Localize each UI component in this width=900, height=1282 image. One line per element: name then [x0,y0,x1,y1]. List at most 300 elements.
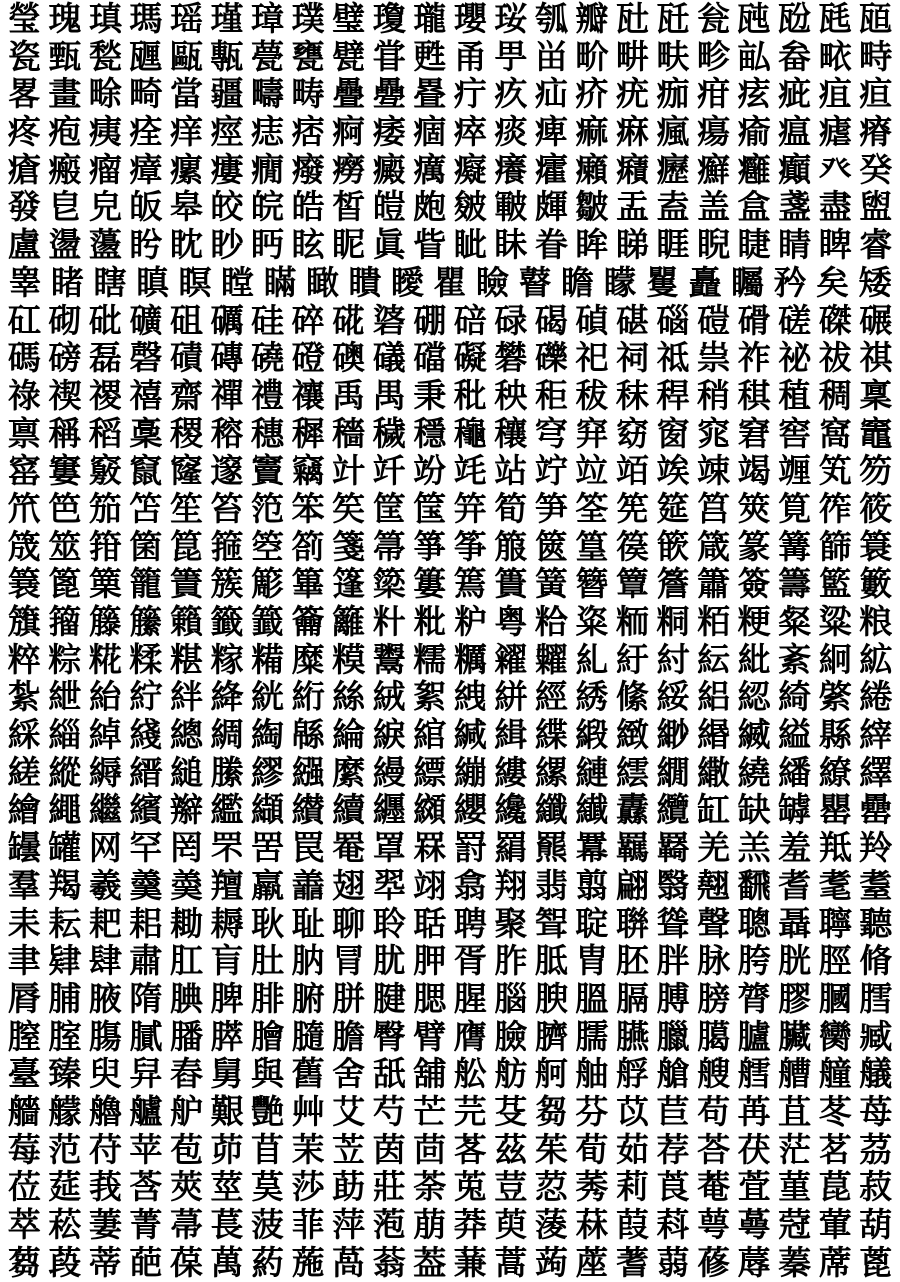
glyph-cell: 羹 [129,865,163,905]
glyph-cell: 茵 [372,1129,406,1169]
glyph-cell: 茖 [453,1129,487,1169]
glyph-cell: 簽 [737,564,771,604]
glyph-cell: 畤 [859,36,893,76]
glyph-cell: 紿 [88,677,122,717]
glyph-cell: 緤 [534,715,568,755]
glyph-cell: 笨 [291,488,325,528]
glyph-cell: 縒 [7,752,41,792]
glyph-cell: 皓 [291,187,325,227]
glyph-cell: 萬 [210,1242,244,1282]
glyph-cell: 矚 [731,262,764,302]
glyph-cell: 砠 [169,300,203,340]
glyph-cell: 膺 [453,1016,487,1056]
glyph-cell: 腋 [88,978,122,1018]
glyph-cell: 辮 [169,790,203,830]
glyph-cell: 箏 [413,526,447,566]
glyph-cell: 篶 [453,564,487,604]
glyph-cell: 肄 [48,941,82,981]
glyph-cell: 繖 [697,752,731,792]
glyph-cell: 翔 [494,865,528,905]
glyph-row [4,377,896,415]
glyph-cell: 紲 [48,677,82,717]
glyph-cell: 箚 [291,526,325,566]
glyph-cell: 筺 [413,488,447,528]
glyph-cell: 綉 [575,677,609,717]
glyph-cell: 眩 [291,225,325,265]
glyph-cell: 稍 [697,375,731,415]
glyph-cell: 糯 [413,639,447,679]
glyph-cell: 翕 [453,865,487,905]
glyph-cell: 舊 [291,1054,325,1094]
glyph-cell: 矗 [688,262,722,302]
glyph-cell: 絛 [615,677,649,717]
glyph-cell: 箘 [129,526,163,566]
glyph-cell: 莟 [129,1167,163,1207]
glyph-cell: 磆 [737,300,771,340]
glyph-cell: 芍 [372,1091,406,1131]
glyph-cell: 茣 [251,1167,285,1207]
glyph-cell: 窖 [778,413,812,453]
glyph-cell: 癸 [859,149,893,189]
glyph-cell: 脯 [48,978,82,1018]
glyph-cell: 礬 [494,338,528,378]
glyph-cell: 瓮 [697,0,731,38]
glyph-cell: 纖 [534,790,568,830]
glyph-cell: 疆 [210,74,244,114]
glyph-cell: 竚 [534,451,568,491]
glyph-cell: 砌 [48,300,82,340]
glyph-cell: 睚 [656,225,690,265]
glyph-cell: 莨 [656,1167,690,1207]
glyph-cell: 罟 [251,828,285,868]
glyph-cell: 絖 [251,677,285,717]
glyph-cell: 菽 [859,1167,893,1207]
glyph-cell: 繝 [656,752,690,792]
glyph-cell: 瘡 [7,149,41,189]
glyph-cell: 疣 [615,74,649,114]
glyph-cell: 礇 [332,338,366,378]
glyph-cell: 簇 [210,564,244,604]
glyph-cell: 瓧 [615,0,649,38]
glyph-cell: 苒 [737,1091,771,1131]
glyph-cell: 苟 [697,1091,731,1131]
glyph-cell: 簍 [413,564,447,604]
glyph-cell: 篝 [778,526,812,566]
glyph-cell: 瓣 [575,0,609,38]
glyph-cell: 絆 [169,677,203,717]
glyph-cell: 翹 [697,865,731,905]
glyph-cell: 籘 [129,602,163,641]
glyph-cell: 龝 [453,413,487,453]
glyph-cell: 矍 [646,262,679,302]
glyph-cell: 癧 [656,149,690,189]
glyph-cell: 籃 [818,564,852,604]
glyph-cell: 聢 [575,903,609,943]
glyph-cell: 碌 [494,300,528,340]
glyph-cell: 畄 [534,36,568,76]
glyph-cell: 肓 [210,941,244,981]
glyph-cell: 瘟 [778,112,812,152]
glyph-row [4,716,896,754]
glyph-cell: 竍 [332,451,366,491]
glyph-cell: 蒹 [453,1242,487,1282]
glyph-cell: 纒 [372,790,406,830]
glyph-cell: 絣 [494,677,528,717]
glyph-cell: 絎 [291,677,325,717]
glyph-cell: 總 [169,715,203,755]
glyph-cell: 皴 [453,187,487,227]
glyph-cell: 瞠 [221,262,254,302]
glyph-cell: 筧 [778,488,812,528]
glyph-cell: 篥 [88,564,122,604]
glyph-cell: 邃 [210,451,244,491]
glyph-cell: 蓚 [697,1242,731,1282]
glyph-cell: 盪 [48,225,82,265]
glyph-cell: 瞰 [306,262,339,302]
glyph-cell: 齋 [169,375,203,415]
glyph-cell: 羆 [534,828,568,868]
glyph-cell: 磋 [778,300,812,340]
glyph-cell: 冐 [332,941,366,981]
glyph-cell: 瞑 [178,262,212,302]
glyph-cell: 粤 [494,602,528,641]
glyph-cell: 綺 [778,677,812,717]
glyph-cell: 竈 [859,413,893,453]
glyph-cell: 縣 [818,715,852,755]
glyph-cell: 甄 [48,36,82,76]
glyph-cell: 脣 [7,978,41,1018]
glyph-cell: 綟 [372,715,406,755]
glyph-cell: 网 [88,828,122,868]
glyph-cell: 畧 [7,74,41,114]
glyph-cell: 籖 [251,602,285,641]
glyph-cell: 瓏 [413,0,447,38]
glyph-cell: 籐 [88,602,122,641]
glyph-cell: 禺 [372,375,406,415]
glyph-cell: 萪 [656,1205,690,1244]
glyph-cell: 禹 [332,375,366,415]
glyph-cell: 礙 [453,338,487,378]
glyph-cell: 葷 [818,1205,852,1244]
glyph-cell: 秡 [575,375,609,415]
glyph-cell: 簟 [615,564,649,604]
glyph-cell: 罔 [169,828,203,868]
glyph-cell: 萍 [332,1205,366,1244]
glyph-cell: 翆 [372,865,406,905]
glyph-row [4,1206,896,1244]
glyph-cell: 飜 [737,865,771,905]
glyph-cell: 疝 [534,74,568,114]
glyph-row [4,603,896,641]
glyph-cell: 箍 [210,526,244,566]
glyph-cell: 脩 [859,941,893,981]
glyph-cell: 莢 [169,1167,203,1207]
glyph-cell: 篩 [818,526,852,566]
glyph-cell: 稈 [656,375,690,415]
glyph-cell: 經 [534,677,568,717]
glyph-cell: 羶 [210,865,244,905]
glyph-cell: 稘 [737,375,771,415]
glyph-cell: 菴 [697,1167,731,1207]
glyph-cell: 莅 [7,1167,41,1207]
glyph-cell: 緇 [48,715,82,755]
glyph-cell: 艝 [737,1054,771,1094]
glyph-cell: 芟 [494,1091,528,1131]
glyph-cell: 瓲 [737,0,771,38]
glyph-cell: 筥 [697,488,731,528]
glyph-cell: 荵 [534,1167,568,1207]
glyph-row [4,1055,896,1093]
glyph-cell: 瘋 [656,112,690,152]
glyph-cell: 膰 [169,1016,203,1056]
glyph-cell: 翊 [413,865,447,905]
glyph-cell: 臉 [494,1016,528,1056]
glyph-cell: 粢 [575,602,609,641]
glyph-cell: 篋 [534,526,568,566]
glyph-cell: 縢 [210,752,244,792]
glyph-cell: 茘 [859,1129,893,1169]
glyph-cell: 翳 [656,865,690,905]
glyph-cell: 膠 [778,978,812,1018]
glyph-cell: 眇 [210,225,244,265]
glyph-cell: 磴 [291,338,325,378]
glyph-cell: 繆 [251,752,285,792]
glyph-cell: 繦 [291,752,325,792]
glyph-cell: 瑪 [129,0,163,38]
glyph-cell: 筱 [859,488,893,528]
glyph-cell: 瓊 [372,0,406,38]
glyph-cell: 纓 [453,790,487,830]
glyph-cell: 繿 [210,790,244,830]
glyph-cell: 眷 [534,225,568,265]
glyph-cell: 緝 [494,715,528,755]
glyph-cell: 笶 [332,488,366,528]
glyph-cell: 胝 [534,941,568,981]
glyph-cell: 緞 [575,715,609,755]
glyph-row [4,1244,896,1282]
glyph-cell: 筌 [575,488,609,528]
glyph-cell: 皎 [210,187,244,227]
glyph-row [4,980,896,1018]
glyph-cell: 茯 [737,1129,771,1169]
glyph-cell: 眤 [332,225,366,265]
glyph-cell: 臑 [575,1016,609,1056]
glyph-cell: 痍 [88,112,122,152]
glyph-cell: 荳 [494,1167,528,1207]
glyph-cell: 莎 [291,1167,325,1207]
glyph-cell: 莵 [453,1167,487,1207]
glyph-cell: 菻 [575,1205,609,1244]
glyph-cell: 筮 [48,526,82,566]
glyph-cell: 癬 [697,149,731,189]
glyph-cell: 臾 [88,1054,122,1094]
glyph-cell: 穹 [534,413,568,453]
glyph-cell: 瓠 [534,0,568,38]
glyph-cell: 皰 [413,187,447,227]
glyph-cell: 疸 [859,74,893,114]
glyph-cell: 痙 [210,112,244,152]
glyph-row [4,452,896,490]
glyph-cell: 碵 [575,300,609,340]
glyph-cell: 苻 [88,1129,122,1169]
glyph-cell: 蕚 [737,1205,771,1244]
glyph-cell: 磧 [169,338,203,378]
glyph-cell: 膓 [88,1016,122,1056]
glyph-cell: 縱 [48,752,82,792]
glyph-cell: 笏 [859,451,893,491]
glyph-cell: 籔 [859,564,893,604]
glyph-cell: 箟 [169,526,203,566]
glyph-cell: 禮 [251,375,285,415]
glyph-row [4,339,896,377]
glyph-cell: 甎 [210,36,244,76]
glyph-cell: 甌 [169,36,203,76]
glyph-row [4,264,896,302]
glyph-cell: 痂 [656,74,690,114]
glyph-cell: 竓 [453,451,487,491]
glyph-cell: 皚 [372,187,406,227]
glyph-cell: 腮 [413,978,447,1018]
glyph-cell: 絳 [210,677,244,717]
glyph-cell: 缸 [697,790,731,830]
glyph-cell: 畆 [737,36,771,76]
glyph-cell: 罸 [453,828,487,868]
glyph-cell: 碚 [453,300,487,340]
glyph-cell: 蓍 [615,1242,649,1282]
glyph-cell: 繩 [48,790,82,830]
glyph-cell: 秉 [413,375,447,415]
glyph-cell: 舅 [210,1054,244,1094]
glyph-cell: 綰 [413,715,447,755]
glyph-cell: 聟 [534,903,568,943]
glyph-cell: 粽 [48,639,82,679]
glyph-cell: 糒 [251,639,285,679]
glyph-cell: 窕 [697,413,731,453]
glyph-cell: 簔 [7,564,41,604]
glyph-cell: 苴 [778,1091,812,1131]
glyph-cell: 纈 [251,790,285,830]
glyph-cell: 祚 [737,338,771,378]
glyph-cell: 窘 [737,413,771,453]
glyph-cell: 艨 [48,1091,82,1131]
glyph-cell: 聲 [697,903,731,943]
glyph-cell: 肚 [251,941,285,981]
glyph-cell: 胄 [575,941,609,981]
glyph-cell: 臚 [737,1016,771,1056]
glyph-cell: 簑 [859,526,893,566]
glyph-cell: 睨 [697,225,731,265]
glyph-cell: 舁 [129,1054,163,1094]
glyph-cell: 膊 [656,978,690,1018]
glyph-cell: 畍 [575,36,609,76]
glyph-cell: 羇 [656,828,690,868]
glyph-row [4,0,896,38]
glyph-cell: 簓 [251,564,285,604]
glyph-cell: 苣 [656,1091,690,1131]
glyph-cell: 芬 [575,1091,609,1131]
glyph-cell: 矜 [773,262,807,302]
glyph-cell: 窶 [48,451,82,491]
glyph-row [4,1093,896,1131]
glyph-cell: 茫 [778,1129,812,1169]
glyph-cell: 禀 [7,413,41,453]
glyph-cell: 瘉 [737,112,771,152]
glyph-cell: 硴 [332,300,366,340]
glyph-cell: 范 [48,1129,82,1169]
glyph-cell: 甦 [413,36,447,76]
glyph-cell: 膂 [737,978,771,1018]
glyph-row [4,226,896,264]
glyph-cell: 縻 [332,752,366,792]
glyph-cell: 秣 [615,375,649,415]
glyph-row [4,113,896,151]
glyph-cell: 臂 [413,1016,447,1056]
glyph-cell: 繙 [778,752,812,792]
glyph-cell: 羂 [494,828,528,868]
glyph-row [4,641,896,679]
glyph-cell: 盞 [778,187,812,227]
glyph-cell: 舫 [494,1054,528,1094]
glyph-cell: 羲 [88,865,122,905]
glyph-cell: 眦 [453,225,487,265]
glyph-cell: 胚 [615,941,649,981]
glyph-cell: 瑰 [48,0,82,38]
glyph-cell: 磔 [818,300,852,340]
glyph-cell: 盧 [7,225,41,265]
glyph-cell: 祠 [615,338,649,378]
glyph-cell: 耘 [48,903,82,943]
glyph-cell: 蒿 [494,1242,528,1282]
glyph-cell: 礫 [534,338,568,378]
glyph-cell: 瞿 [433,262,467,302]
glyph-cell: 萃 [7,1205,41,1244]
glyph-cell: 竊 [291,451,325,491]
glyph-cell: 艾 [332,1091,366,1131]
glyph-cell: 續 [332,790,366,830]
glyph-cell: 皃 [88,187,122,227]
glyph-cell: 萵 [332,1242,366,1282]
glyph-cell: 痿 [372,112,406,152]
glyph-cell: 盥 [859,187,893,227]
glyph-cell: 簧 [534,564,568,604]
glyph-cell: 羯 [48,865,82,905]
glyph-cell: 羮 [169,865,203,905]
glyph-cell: 痾 [332,112,366,152]
glyph-row [4,1131,896,1169]
glyph-cell: 紕 [737,639,771,679]
glyph-cell: 蓐 [737,1242,771,1282]
glyph-cell: 疥 [575,74,609,114]
glyph-cell: 縋 [169,752,203,792]
glyph-cell: 笙 [169,488,203,528]
glyph-cell: 縹 [413,752,447,792]
glyph-cell: 罐 [48,828,82,868]
glyph-cell: 粐 [453,602,487,641]
glyph-cell: 舳 [575,1054,609,1094]
glyph-cell: 禪 [210,375,244,415]
glyph-cell: 綢 [210,715,244,755]
glyph-row [4,302,896,340]
glyph-cell: 痃 [737,74,771,114]
glyph-row [4,75,896,113]
glyph-cell: 磽 [251,338,285,378]
glyph-cell: 荼 [413,1167,447,1207]
glyph-cell: 盖 [697,187,731,227]
glyph-cell: 瑶 [169,0,203,38]
glyph-cell: 畛 [697,36,731,76]
glyph-cell: 箙 [494,526,528,566]
glyph-cell: 縺 [575,752,609,792]
